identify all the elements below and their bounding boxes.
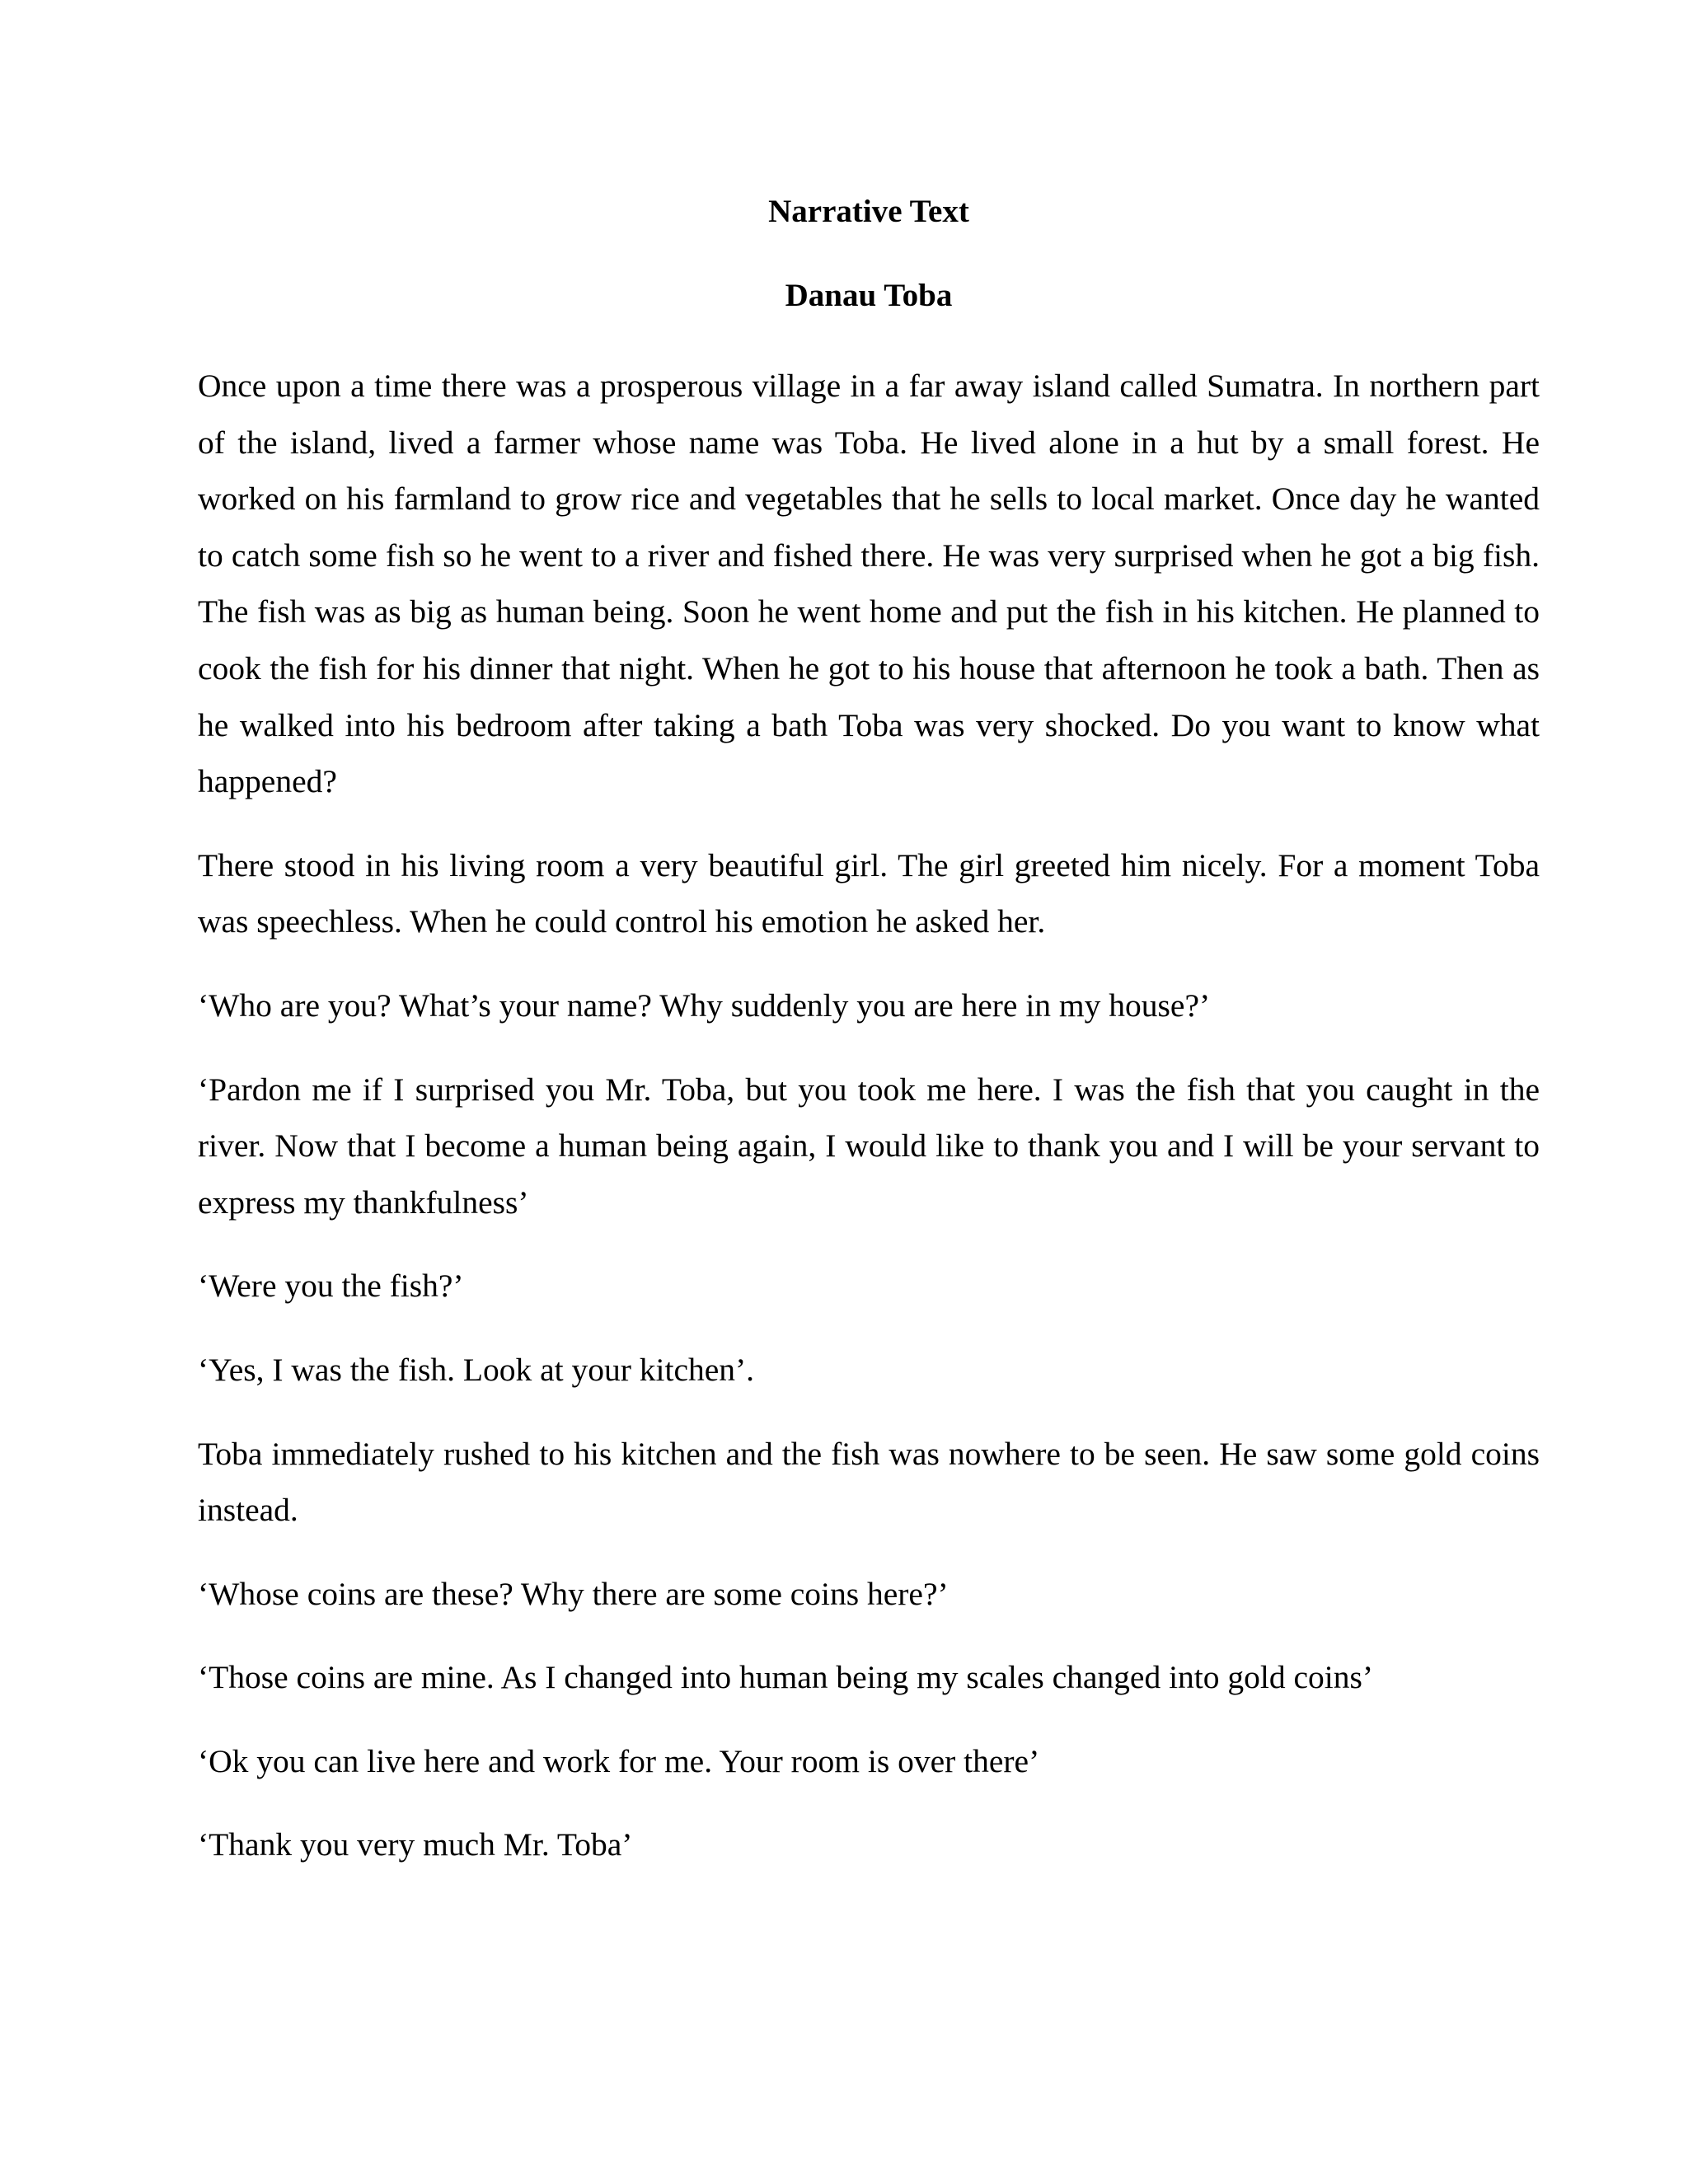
- document-title: Narrative Text: [768, 194, 969, 229]
- document-subtitle: Danau Toba: [785, 278, 953, 313]
- paragraph-11: ‘Thank you very much Mr. Toba’: [198, 1826, 633, 1863]
- paragraph-10: ‘Ok you can live here and work for me. Your room is over there’: [198, 1742, 1040, 1779]
- paragraph-1: Once upon a time there was a prosperous village in a far away island called Sumatra. In northern part of the island, lived a farmer whose name was Toba. He lived alone in a hut by a small forest. He worked on his farmland to grow rice and vegetables that he sells to local market. Once day he wanted to catch some fish so he went to a river and fished there. He was very surprised when he got a big fish. The fish was as big as human being. Soon he went home and put the fish in his kitchen. He planned to cook the fish for his dinner that night. When he got to his house that afternoon he took a bath. Then as he walked into his bedroom after taking a bath Toba was very shocked. Do you want to know what happened?: [198, 368, 1540, 800]
- paragraph-4: ‘Pardon me if I surprised you Mr. Toba, but you took me here. I was the fish that you caught in the river. Now that I become a human being again, I would like to thank you and I will be your servant to express my thankfulness’: [198, 1071, 1540, 1221]
- paragraph-9: ‘Those coins are mine. As I changed into human being my scales changed into gold coins’: [198, 1659, 1374, 1696]
- document-body: [198, 191, 1540, 1900]
- paragraph-6: ‘Yes, I was the fish. Look at your kitchen’.: [198, 1351, 755, 1388]
- paragraph-2: There stood in his living room a very beautiful girl. The girl greeted him nicely. For a moment Toba was speechless. When he could control his emotion he asked her.: [198, 846, 1540, 940]
- paragraph-7: Toba immediately rushed to his kitchen and the fish was nowhere to be seen. He saw some gold coins instead.: [198, 1435, 1540, 1529]
- paragraph-8: ‘Whose coins are these? Why there are some coins here?’: [198, 1575, 949, 1612]
- paragraph-5: ‘Were you the fish?’: [198, 1268, 464, 1305]
- paragraph-3: ‘Who are you? What’s your name? Why suddenly you are here in my house?’: [198, 987, 1211, 1024]
